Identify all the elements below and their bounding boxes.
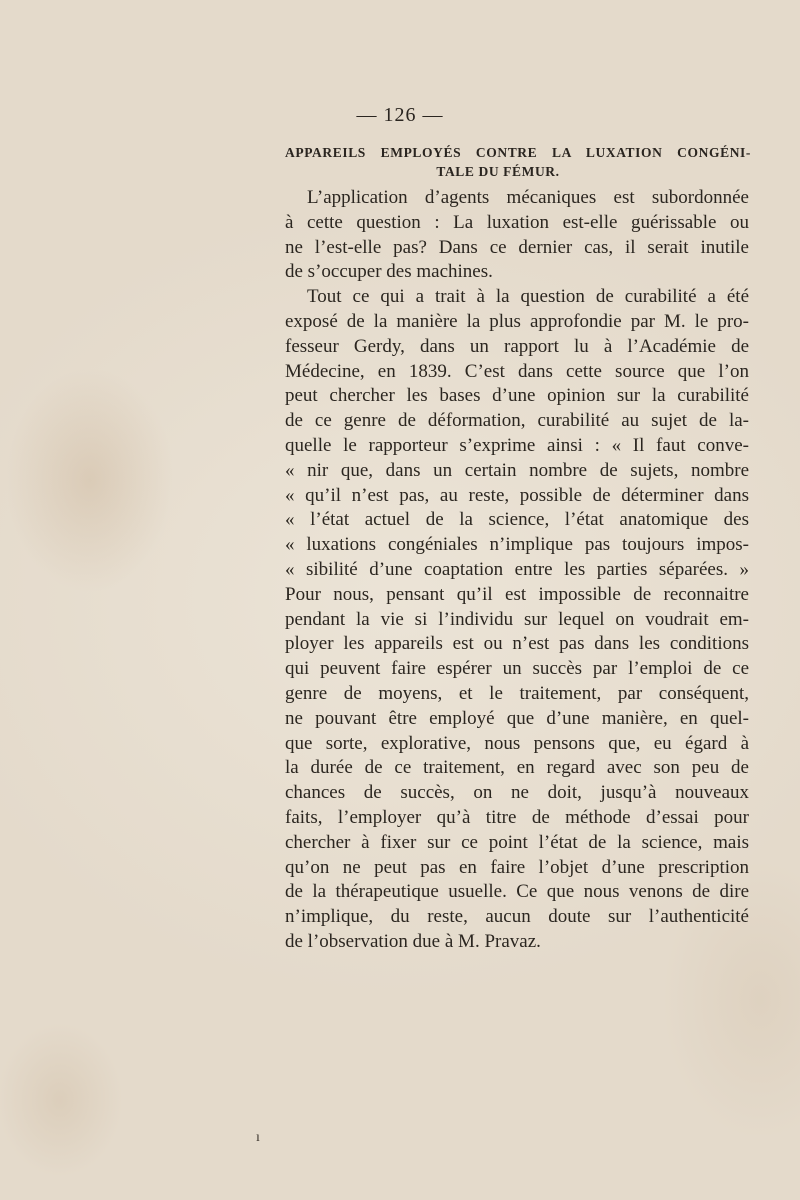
section-heading — [285, 143, 751, 181]
text-line: de la thérapeutique usuelle. Ce que nous venons de dire — [285, 881, 749, 903]
text-line: « l’état actuel de la science, l’état anatomique des — [285, 509, 749, 531]
text-line: chances de succès, on ne doit, jusqu’à nouveaux — [285, 782, 749, 804]
text-line: Pour nous, pensant qu’il est impossible de reconnaitre — [285, 583, 749, 605]
body-text — [285, 186, 749, 955]
text-line: genre de moyens, et le traitement, par conséquent, — [285, 682, 749, 704]
stray-ink-mark: ı — [256, 1130, 260, 1145]
text-line: n’implique, du reste, aucun doute sur l’authenticité — [285, 906, 749, 928]
text-line: « sibilité d’une coaptation entre les parties séparées. » — [285, 558, 749, 580]
text-line: « qu’il n’est pas, au reste, possible de déterminer dans — [285, 484, 749, 506]
text-line: quelle le rapporteur s’exprime ainsi : « Il faut conve- — [285, 434, 749, 456]
text-line: faits, l’employer qu’à titre de méthode d’essai pour — [285, 806, 749, 828]
text-line: fesseur Gerdy, dans un rapport lu à l’Académie de — [285, 335, 749, 357]
text-line: de l’observation due à M. Pravaz. — [285, 930, 541, 952]
text-line: ne pouvant être employé que d’une manière, en quel- — [285, 707, 749, 729]
text-line: Tout ce qui a trait à la question de curabilité a été — [307, 286, 749, 308]
text-line: « luxations congéniales n’implique pas toujours impos- — [285, 534, 749, 556]
text-line: chercher à fixer sur ce point l’état de la science, mais — [285, 831, 749, 853]
text-line: la durée de ce traitement, en regard avec son peu de — [285, 757, 749, 779]
text-line: ployer les appareils est ou n’est pas dans les conditions — [285, 633, 749, 655]
text-line: ne l’est-elle pas? Dans ce dernier cas, il serait inutile — [285, 236, 749, 258]
section-heading-line: TALE DU FÉMUR. — [436, 164, 560, 179]
page-number: — 126 — — [356, 104, 444, 126]
text-line: de ce genre de déformation, curabilité au sujet de la- — [285, 410, 749, 432]
text-line: qui peuvent faire espérer un succès par l’emploi de ce — [285, 658, 749, 680]
text-line: peut chercher les bases d’une opinion sur la curabilité — [285, 385, 749, 407]
text-line: L’application d’agents mécaniques est subordonnée — [307, 187, 749, 208]
text-line: à cette question : La luxation est-elle guérissable ou — [285, 211, 749, 233]
text-line: Médecine, en 1839. C’est dans cette source que l’on — [285, 360, 749, 382]
text-line: que sorte, explorative, nous pensons que, eu égard à — [285, 732, 749, 754]
text-line: qu’on ne peut pas en faire l’objet d’une prescription — [285, 856, 749, 878]
text-line: exposé de la manière la plus approfondie par M. le pro- — [285, 310, 749, 332]
text-line: de s’occuper des machines. — [285, 261, 493, 283]
section-heading-line: APPAREILS EMPLOYÉS CONTRE LA LUXATION CONGÉNI- — [285, 145, 751, 160]
text-line: « nir que, dans un certain nombre de sujets, nombre — [285, 459, 749, 481]
text-line: pendant la vie si l’individu sur lequel on voudrait em- — [285, 608, 749, 630]
